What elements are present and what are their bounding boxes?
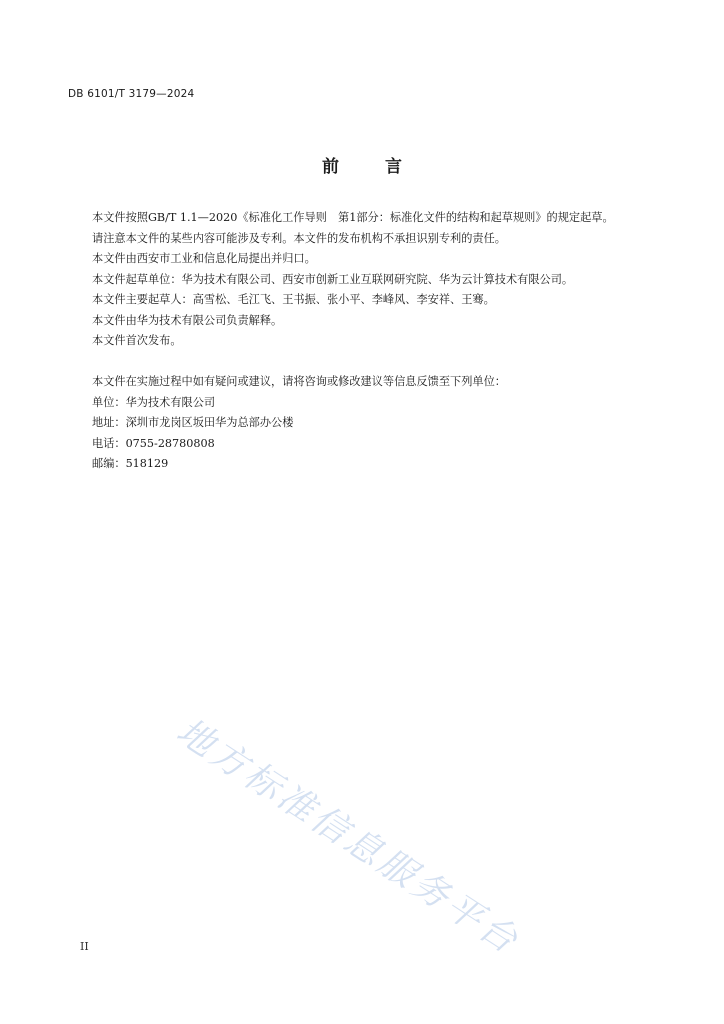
paragraph-first-release: 本文件首次发布。: [92, 334, 182, 347]
foreword-body: [68, 208, 668, 475]
contact-unit: 单位：华为技术有限公司: [92, 395, 216, 409]
page-number: II: [80, 940, 89, 953]
contact-intro: 本文件在实施过程中如有疑问或建议，请将咨询或修改建议等信息反馈至下列单位：: [92, 375, 506, 388]
contact-postcode: 邮编：518129: [92, 457, 169, 470]
paragraph-interpretation: 本文件由华为技术有限公司负责解释。: [92, 313, 283, 327]
contact-phone: 电话：0755-28780808: [92, 436, 215, 450]
paragraph-drafting-units: 本文件起草单位：华为技术有限公司、西安市创新工业互联网研究院、华为云计算技术有限公司。: [92, 272, 574, 286]
paragraph-patent-notice: 请注意本文件的某些内容可能涉及专利。本文件的发布机构不承担识别专利的责任。: [92, 231, 506, 245]
document-code: DB 6101/T 3179—2024: [68, 88, 195, 100]
paragraph-drafters: 本文件主要起草人：高雪松、毛江飞、王书振、张小平、李峰风、李安祥、王骞。: [92, 293, 495, 306]
title-part-2: 言: [385, 157, 402, 177]
contact-address: 地址：深圳市龙岗区坂田华为总部办公楼: [92, 416, 294, 429]
title-part-1: 前: [322, 157, 339, 177]
watermark: 地方标准信息服务平台: [169, 710, 528, 964]
paragraph-drafting-basis: 本文件按照GB/T 1.1—2020《标准化工作导则 第1部分：标准化文件的结构和起草规则》的规定起草。: [92, 211, 614, 224]
page-title: [0, 152, 724, 177]
paragraph-proposer: 本文件由西安市工业和信息化局提出并归口。: [92, 252, 316, 265]
